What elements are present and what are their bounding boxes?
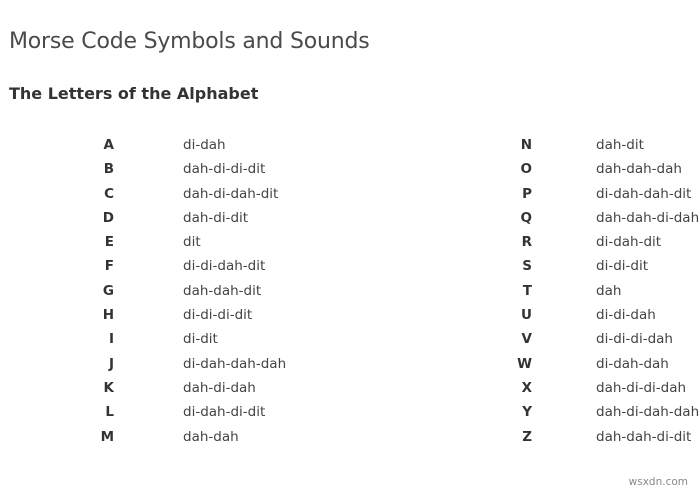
morse-code-cell: di-dit xyxy=(183,331,218,348)
morse-code-cell: di-di-dit xyxy=(596,258,648,275)
table-row xyxy=(0,157,700,181)
table-row xyxy=(0,303,700,327)
morse-code-cell: di-di-dah xyxy=(596,307,656,324)
letter-cell: H xyxy=(102,307,114,324)
letter-cell: N xyxy=(520,137,532,153)
morse-code-cell: di-dah-dah-dah xyxy=(183,355,287,372)
letter-cell: M xyxy=(100,428,114,445)
table-row xyxy=(0,352,700,376)
morse-code-cell: dah-di-dah-dah xyxy=(596,404,700,421)
letter-cell: P xyxy=(522,185,532,202)
morse-code-cell: dah-dah-di-dit xyxy=(596,428,692,445)
letter-cell: T xyxy=(522,282,532,299)
morse-code-cell: dah-dah xyxy=(183,428,239,445)
letter-cell: I xyxy=(108,331,114,348)
letter-cell: S xyxy=(522,258,532,275)
letter-cell: Q xyxy=(520,209,532,226)
letter-cell: X xyxy=(521,379,532,396)
table-row xyxy=(0,425,700,449)
morse-code-cell: dit xyxy=(183,234,201,251)
morse-code-cell: di-dah-dah xyxy=(596,355,669,372)
page-title: Morse Code Symbols and Sounds xyxy=(9,29,370,54)
morse-code-cell: dah-dah-di-dah xyxy=(596,209,700,226)
morse-code-cell: di-dah-dit xyxy=(596,234,662,251)
table-row xyxy=(0,182,700,206)
morse-code-cell: dah xyxy=(596,282,622,299)
morse-code-cell: dah-di-dah xyxy=(183,379,256,396)
morse-code-cell: dah-dah-dah xyxy=(596,161,682,178)
morse-code-cell: di-dah-dah-dit xyxy=(596,185,692,202)
morse-code-cell: dah-di-dit xyxy=(183,209,249,226)
letter-cell: U xyxy=(521,307,532,324)
morse-code-cell: dah-di-dah-dit xyxy=(183,185,279,202)
letter-cell: V xyxy=(521,331,532,348)
morse-code-cell: di-di-di-dit xyxy=(183,307,253,324)
table-row xyxy=(0,279,700,303)
letter-cell: Z xyxy=(522,428,532,445)
morse-alphabet-table xyxy=(0,133,700,449)
letter-cell: R xyxy=(521,234,532,251)
letter-cell: C xyxy=(104,185,114,202)
table-row xyxy=(0,133,700,157)
morse-table-body xyxy=(0,133,700,449)
table-row xyxy=(0,206,700,230)
table-row xyxy=(0,327,700,351)
morse-code-cell: di-di-di-dah xyxy=(596,331,673,348)
letter-cell: L xyxy=(105,404,114,421)
letter-cell: B xyxy=(103,161,114,178)
table-row xyxy=(0,230,700,254)
morse-code-cell: dah-dit xyxy=(596,137,644,153)
morse-code-cell: di-dah xyxy=(183,137,226,153)
morse-code-cell: dah-di-di-dah xyxy=(596,379,687,396)
morse-code-cell: dah-dah-dit xyxy=(183,282,262,299)
morse-code-cell: di-dah-di-dit xyxy=(183,404,266,421)
letter-cell: O xyxy=(520,161,532,178)
table-row xyxy=(0,376,700,400)
letter-cell: K xyxy=(103,379,114,396)
letter-cell: J xyxy=(108,355,114,372)
section-heading: The Letters of the Alphabet xyxy=(9,84,259,103)
watermark: wsxdn.com xyxy=(628,476,688,488)
letter-cell: Y xyxy=(522,404,532,421)
letter-cell: F xyxy=(104,258,114,275)
letter-cell: A xyxy=(103,137,114,153)
letter-cell: G xyxy=(102,282,114,299)
letter-cell: E xyxy=(104,234,114,251)
morse-code-cell: di-di-dah-dit xyxy=(183,258,266,275)
table-row xyxy=(0,400,700,424)
letter-cell: D xyxy=(102,209,114,226)
letter-cell: W xyxy=(517,355,532,372)
morse-code-cell: dah-di-di-dit xyxy=(183,161,266,178)
table-row xyxy=(0,254,700,278)
